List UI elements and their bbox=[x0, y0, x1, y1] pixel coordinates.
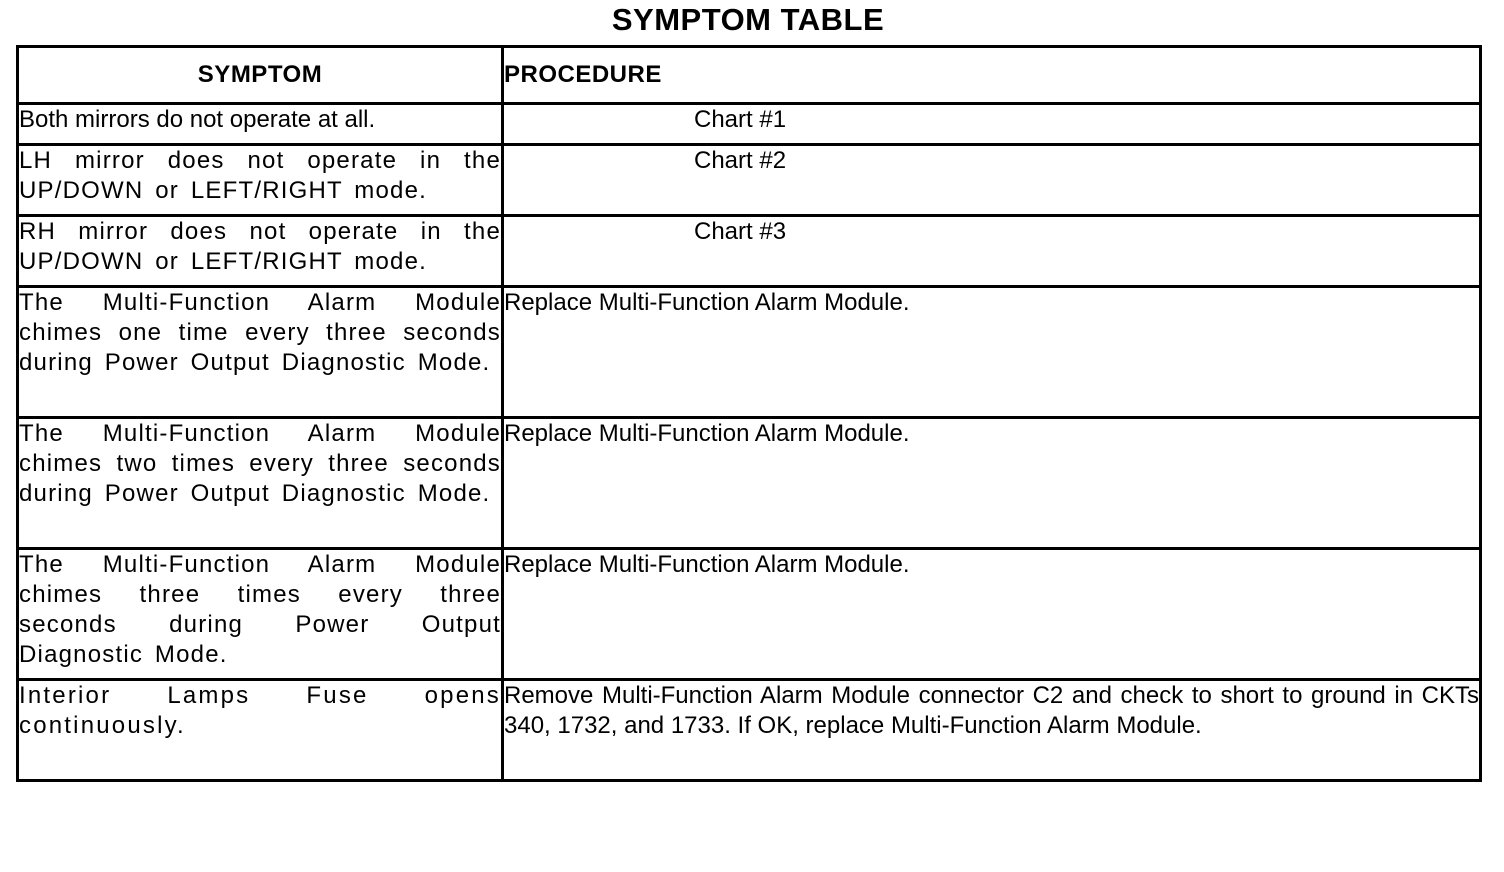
symptom-cell: The Multi-Function Alarm Module chimes two times every three seconds during Power Output Diagnostic Mode. bbox=[18, 418, 503, 549]
header-row bbox=[18, 47, 1481, 104]
symptom-cell: Interior Lamps Fuse opens continuously. bbox=[18, 680, 503, 781]
column-header-procedure: PROCEDURE bbox=[503, 47, 1481, 104]
procedure-cell: Chart #2 bbox=[503, 145, 1481, 216]
table-row bbox=[18, 680, 1481, 781]
page-title: SYMPTOM TABLE bbox=[611, 2, 885, 37]
procedure-cell: Replace Multi-Function Alarm Module. bbox=[503, 418, 1481, 549]
procedure-cell: Replace Multi-Function Alarm Module. bbox=[503, 287, 1481, 418]
symptom-cell: The Multi-Function Alarm Module chimes one time every three seconds during Power Output Diagnostic Mode. bbox=[18, 287, 503, 418]
table-row bbox=[18, 104, 1481, 145]
procedure-cell: Chart #1 bbox=[503, 104, 1481, 145]
column-header-symptom: SYMPTOM bbox=[18, 47, 503, 104]
table-row bbox=[18, 287, 1481, 418]
table-row bbox=[18, 216, 1481, 287]
symptom-cell: The Multi-Function Alarm Module chimes three times every three seconds during Power Output Diagnostic Mode. bbox=[18, 549, 503, 680]
procedure-cell: Replace Multi-Function Alarm Module. bbox=[503, 549, 1481, 680]
procedure-cell: Remove Multi-Function Alarm Module connector C2 and check to short to ground in CKTs 340, 1732, and 1733. If OK, replace Multi-Function Alarm Module. bbox=[503, 680, 1481, 781]
table-row bbox=[18, 549, 1481, 680]
symptom-table bbox=[16, 45, 1482, 782]
table-row bbox=[18, 418, 1481, 549]
symptom-cell: Both mirrors do not operate at all. bbox=[18, 104, 503, 145]
procedure-cell: Chart #3 bbox=[503, 216, 1481, 287]
table-row bbox=[18, 145, 1481, 216]
symptom-cell: LH mirror does not operate in the UP/DOWN or LEFT/RIGHT mode. bbox=[18, 145, 503, 216]
symptom-cell: RH mirror does not operate in the UP/DOWN or LEFT/RIGHT mode. bbox=[18, 216, 503, 287]
